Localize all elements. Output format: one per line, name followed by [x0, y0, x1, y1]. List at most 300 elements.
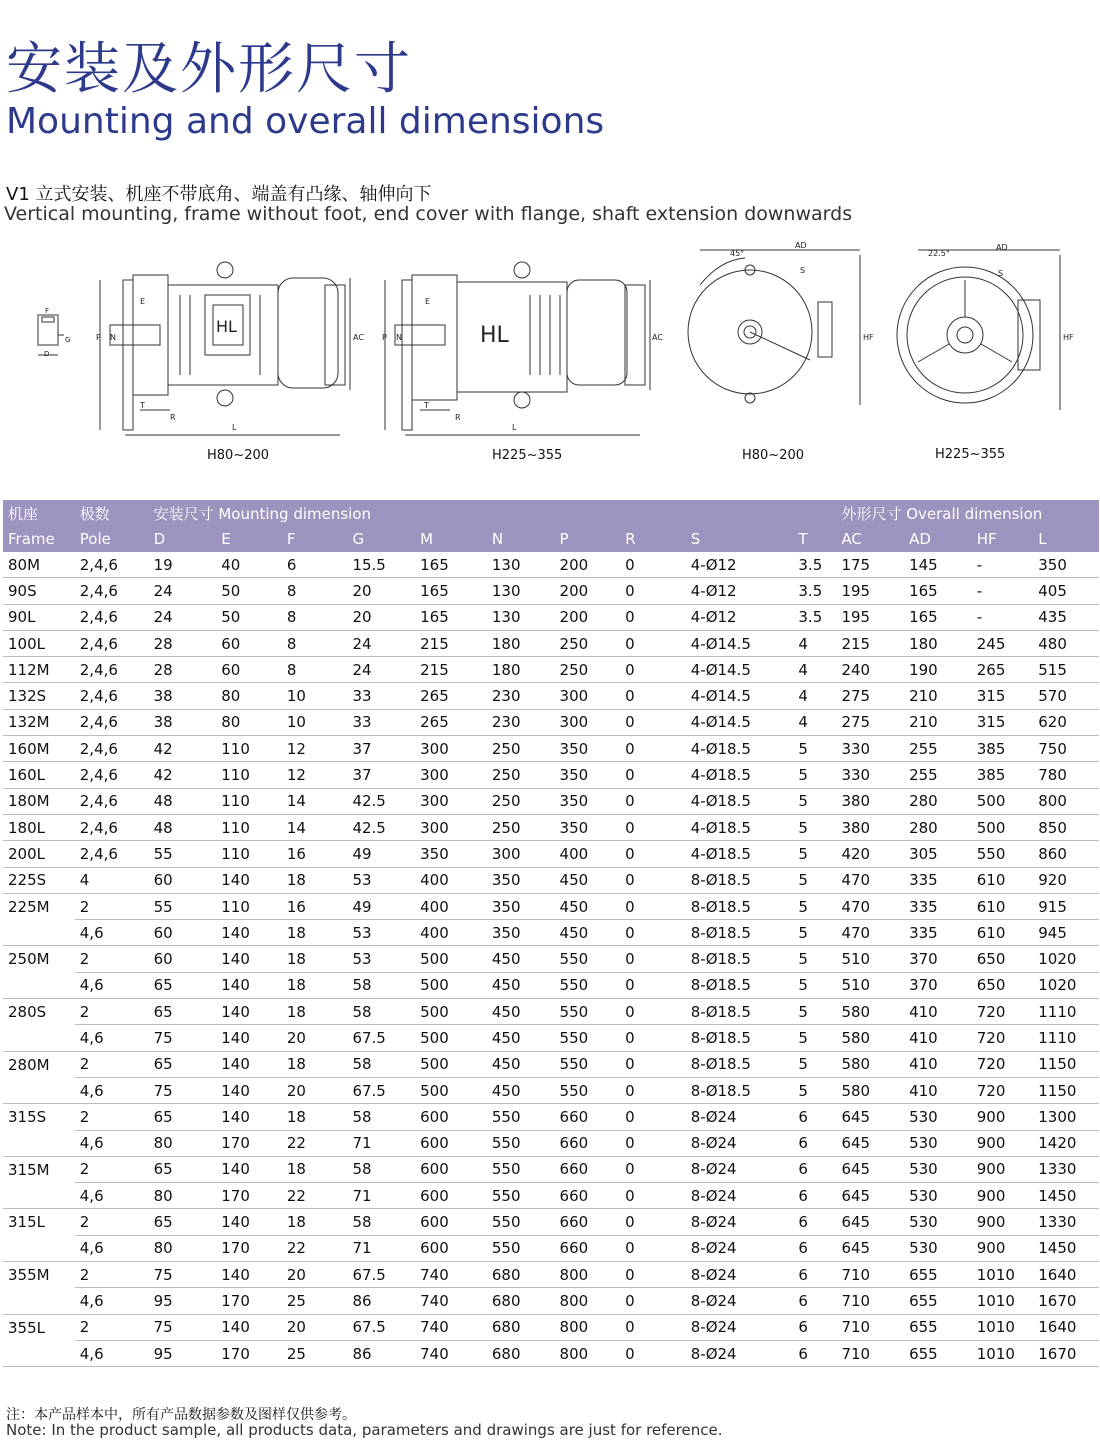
- cell-g: 71: [347, 1130, 415, 1156]
- cell-f: 8: [282, 630, 348, 656]
- cell-f: 25: [282, 1288, 348, 1314]
- label-p-2: P: [382, 333, 387, 342]
- cell-d: 55: [149, 841, 217, 867]
- cell-frame: [3, 920, 75, 946]
- cell-frame: 315S: [8, 1108, 47, 1127]
- cell-l: 435: [1033, 604, 1099, 630]
- cell-frame: 315L: [8, 1213, 45, 1232]
- cell-e: 80: [216, 709, 282, 735]
- cell-frame: [3, 1288, 75, 1314]
- cell-m: 165: [415, 552, 487, 578]
- cell-m: 350: [415, 841, 487, 867]
- cell-ac: 195: [836, 578, 904, 604]
- cell-hf: 1010: [972, 1340, 1034, 1366]
- cell-e: 110: [216, 762, 282, 788]
- cell-g: 24: [347, 630, 415, 656]
- cell-hf: 610: [972, 920, 1034, 946]
- drawing-caption-3: H80~200: [742, 448, 805, 463]
- cell-ad: 410: [904, 999, 972, 1025]
- column-header-l: L: [1033, 526, 1099, 552]
- label-d: D: [44, 350, 50, 358]
- cell-pole: 4,6: [75, 920, 149, 946]
- cell-m: 600: [415, 1235, 487, 1261]
- cell-l: 800: [1033, 788, 1099, 814]
- cell-ac: 195: [836, 604, 904, 630]
- cell-ac: 580: [836, 1051, 904, 1077]
- cell-m: 740: [415, 1340, 487, 1366]
- cell-s: 8-Ø24: [686, 1340, 794, 1366]
- cell-g: 58: [347, 1156, 415, 1182]
- cell-n: 450: [487, 972, 555, 998]
- cell-m: 215: [415, 630, 487, 656]
- cell-r: 0: [620, 920, 686, 946]
- table-row: [3, 1051, 1099, 1077]
- cell-hf: 500: [972, 814, 1034, 840]
- cell-d: 24: [149, 578, 217, 604]
- cell-d: 60: [149, 867, 217, 893]
- cell-f: 10: [282, 709, 348, 735]
- cell-s: 8-Ø24: [686, 1288, 794, 1314]
- subtitle-en: Vertical mounting, frame without foot, end cover with flange, shaft extension downwards: [4, 203, 853, 225]
- cell-r: 0: [620, 972, 686, 998]
- table-row: [3, 630, 1099, 656]
- cell-r: 0: [620, 946, 686, 972]
- cell-r: 0: [620, 1130, 686, 1156]
- table-row: [3, 788, 1099, 814]
- cell-e: 140: [216, 1077, 282, 1103]
- cell-frame: 132S: [3, 683, 75, 709]
- cell-n: 350: [487, 920, 555, 946]
- cell-ad: 280: [904, 814, 972, 840]
- cell-d: 48: [149, 788, 217, 814]
- cell-g: 33: [347, 683, 415, 709]
- shaft-key-detail: [38, 315, 64, 355]
- cell-n: 680: [487, 1288, 555, 1314]
- cell-s: 4-Ø14.5: [686, 657, 794, 683]
- cell-hf: 1010: [972, 1314, 1034, 1340]
- cell-p: 660: [555, 1130, 621, 1156]
- cell-hf: 315: [972, 683, 1034, 709]
- cell-m: 600: [415, 1183, 487, 1209]
- cell-e: 80: [216, 683, 282, 709]
- label-e-1: E: [140, 297, 146, 306]
- cell-l: 1330: [1033, 1156, 1099, 1182]
- cell-hf: 720: [972, 1077, 1034, 1103]
- label-hf-2: HF: [1063, 333, 1074, 342]
- cell-g: 67.5: [347, 1314, 415, 1340]
- cell-g: 71: [347, 1235, 415, 1261]
- cell-p: 350: [555, 814, 621, 840]
- cell-t: 6: [793, 1262, 836, 1288]
- cell-m: 500: [415, 946, 487, 972]
- cell-hf: 245: [972, 630, 1034, 656]
- table-row: [3, 1156, 1099, 1182]
- cell-p: 660: [555, 1156, 621, 1182]
- cell-l: 1670: [1033, 1288, 1099, 1314]
- cell-ac: 710: [836, 1262, 904, 1288]
- table-row: [3, 1235, 1099, 1261]
- cell-e: 110: [216, 736, 282, 762]
- cell-d: 42: [149, 762, 217, 788]
- cell-hf: 900: [972, 1209, 1034, 1235]
- cell-n: 550: [487, 1235, 555, 1261]
- cell-d: 42: [149, 736, 217, 762]
- cell-g: 58: [347, 1051, 415, 1077]
- cell-ac: 420: [836, 841, 904, 867]
- note-cn: 注：本产品样本中，所有产品数据参数及图样仅供参考。: [6, 1407, 356, 1423]
- column-header-frame: Frame: [3, 526, 75, 552]
- cell-m: 600: [415, 1104, 487, 1130]
- cell-ac: 275: [836, 683, 904, 709]
- cell-hf: 550: [972, 841, 1034, 867]
- cell-m: 265: [415, 683, 487, 709]
- cell-p: 350: [555, 762, 621, 788]
- cell-e: 140: [216, 1209, 282, 1235]
- cell-r: 0: [620, 762, 686, 788]
- cell-pole: 4: [75, 867, 149, 893]
- cell-d: 75: [149, 1077, 217, 1103]
- cell-p: 550: [555, 972, 621, 998]
- cell-t: 3.5: [793, 604, 836, 630]
- cell-r: 0: [620, 867, 686, 893]
- cell-pole: 2: [75, 1156, 149, 1182]
- cell-p: 800: [555, 1340, 621, 1366]
- cell-frame: 225M: [8, 897, 50, 916]
- cell-f: 14: [282, 814, 348, 840]
- cell-f: 25: [282, 1340, 348, 1366]
- cell-n: 230: [487, 709, 555, 735]
- cell-m: 400: [415, 920, 487, 946]
- cell-r: 0: [620, 709, 686, 735]
- column-header-t: T: [793, 526, 836, 552]
- end-view-large-frame: [897, 250, 1060, 410]
- cell-g: 37: [347, 736, 415, 762]
- cell-t: 6: [793, 1209, 836, 1235]
- cell-n: 350: [487, 893, 555, 919]
- cell-p: 660: [555, 1235, 621, 1261]
- cell-e: 140: [216, 1156, 282, 1182]
- cell-l: 1110: [1033, 999, 1099, 1025]
- cell-t: 5: [793, 736, 836, 762]
- cell-l: 850: [1033, 814, 1099, 840]
- cell-l: 915: [1033, 893, 1099, 919]
- cell-ad: 655: [904, 1288, 972, 1314]
- cell-d: 60: [149, 920, 217, 946]
- cell-s: 8-Ø24: [686, 1104, 794, 1130]
- cell-d: 65: [149, 1104, 217, 1130]
- cell-p: 300: [555, 683, 621, 709]
- cell-s: 8-Ø24: [686, 1235, 794, 1261]
- cell-g: 58: [347, 1104, 415, 1130]
- cell-f: 18: [282, 1209, 348, 1235]
- cell-frame: 160L: [3, 762, 75, 788]
- header-overall-dimension: 外形尺寸 Overall dimension: [836, 500, 1099, 526]
- cell-pole: 2,4,6: [75, 762, 149, 788]
- cell-frame: 280M: [8, 1055, 50, 1074]
- cell-g: 67.5: [347, 1262, 415, 1288]
- cell-s: 8-Ø18.5: [686, 946, 794, 972]
- cell-f: 8: [282, 604, 348, 630]
- cell-l: 480: [1033, 630, 1099, 656]
- cell-g: 53: [347, 920, 415, 946]
- table-row: [3, 1130, 1099, 1156]
- cell-hf: 900: [972, 1130, 1034, 1156]
- cell-hf: 385: [972, 736, 1034, 762]
- cell-r: 0: [620, 657, 686, 683]
- table-header-cn: [3, 500, 1099, 526]
- cell-l: 780: [1033, 762, 1099, 788]
- cell-t: 5: [793, 972, 836, 998]
- cell-frame: 315M: [8, 1160, 50, 1179]
- label-e-2: E: [425, 297, 431, 306]
- cell-pole: 2: [75, 946, 149, 972]
- cell-ac: 330: [836, 736, 904, 762]
- cell-t: 5: [793, 999, 836, 1025]
- cell-hf: 900: [972, 1104, 1034, 1130]
- cell-l: 1420: [1033, 1130, 1099, 1156]
- cell-e: 140: [216, 1262, 282, 1288]
- cell-ac: 710: [836, 1288, 904, 1314]
- cell-r: 0: [620, 1156, 686, 1182]
- label-r-1: R: [170, 413, 176, 422]
- cell-hf: 265: [972, 657, 1034, 683]
- cell-f: 22: [282, 1235, 348, 1261]
- cell-hf: 650: [972, 946, 1034, 972]
- cell-ad: 335: [904, 867, 972, 893]
- cell-hf: 720: [972, 999, 1034, 1025]
- technical-drawings: [0, 240, 1100, 440]
- table-row: [3, 1262, 1099, 1288]
- table-row: [3, 972, 1099, 998]
- cell-g: 15.5: [347, 552, 415, 578]
- cell-ac: 645: [836, 1156, 904, 1182]
- cell-m: 740: [415, 1314, 487, 1340]
- cell-ad: 335: [904, 893, 972, 919]
- cell-m: 300: [415, 814, 487, 840]
- label-ad-1: AD: [795, 241, 807, 250]
- cell-frame: 200L: [3, 841, 75, 867]
- cell-g: 20: [347, 604, 415, 630]
- cell-ad: 370: [904, 946, 972, 972]
- cell-pole: 4,6: [75, 972, 149, 998]
- column-header-d: D: [149, 526, 217, 552]
- cell-pole: 2,4,6: [75, 657, 149, 683]
- cell-e: 170: [216, 1130, 282, 1156]
- cell-n: 250: [487, 762, 555, 788]
- cell-e: 170: [216, 1340, 282, 1366]
- cell-t: 6: [793, 1314, 836, 1340]
- cell-f: 18: [282, 1156, 348, 1182]
- cell-ad: 530: [904, 1130, 972, 1156]
- cell-n: 450: [487, 1051, 555, 1077]
- column-header-m: M: [415, 526, 487, 552]
- cell-d: 24: [149, 604, 217, 630]
- cell-r: 0: [620, 1314, 686, 1340]
- table-row: [3, 709, 1099, 735]
- cell-s: 8-Ø18.5: [686, 893, 794, 919]
- table-row: [3, 893, 1099, 919]
- cell-n: 180: [487, 657, 555, 683]
- cell-p: 350: [555, 736, 621, 762]
- cell-r: 0: [620, 1051, 686, 1077]
- cell-p: 400: [555, 841, 621, 867]
- cell-r: 0: [620, 1209, 686, 1235]
- cell-l: 945: [1033, 920, 1099, 946]
- cell-p: 800: [555, 1314, 621, 1340]
- cell-s: 4-Ø14.5: [686, 630, 794, 656]
- cell-pole: 2: [75, 1209, 149, 1235]
- cell-pole: 2,4,6: [75, 578, 149, 604]
- cell-r: 0: [620, 1104, 686, 1130]
- cell-hf: 720: [972, 1025, 1034, 1051]
- cell-s: 8-Ø18.5: [686, 972, 794, 998]
- cell-ad: 410: [904, 1025, 972, 1051]
- cell-p: 300: [555, 709, 621, 735]
- table-row: [3, 841, 1099, 867]
- cell-r: 0: [620, 578, 686, 604]
- cell-l: 1670: [1033, 1340, 1099, 1366]
- cell-l: 1640: [1033, 1314, 1099, 1340]
- label-r-2: R: [455, 413, 461, 422]
- cell-ad: 255: [904, 762, 972, 788]
- label-hl-1: HL: [216, 317, 237, 336]
- cell-p: 450: [555, 893, 621, 919]
- cell-frame: [3, 1077, 75, 1103]
- table-row: [3, 683, 1099, 709]
- cell-n: 250: [487, 736, 555, 762]
- cell-ac: 645: [836, 1104, 904, 1130]
- cell-d: 28: [149, 657, 217, 683]
- cell-s: 4-Ø18.5: [686, 841, 794, 867]
- cell-ac: 215: [836, 630, 904, 656]
- cell-ad: 530: [904, 1183, 972, 1209]
- cell-ad: 530: [904, 1104, 972, 1130]
- cell-hf: -: [972, 552, 1034, 578]
- cell-n: 550: [487, 1130, 555, 1156]
- cell-frame: 90L: [3, 604, 75, 630]
- cell-ad: 655: [904, 1340, 972, 1366]
- cell-pole: 2: [75, 1051, 149, 1077]
- table-row: [3, 1314, 1099, 1340]
- cell-l: 405: [1033, 578, 1099, 604]
- cell-t: 5: [793, 946, 836, 972]
- cell-m: 500: [415, 1077, 487, 1103]
- cell-g: 37: [347, 762, 415, 788]
- table-row: [3, 578, 1099, 604]
- header-mounting-dimension: 安装尺寸 Mounting dimension: [149, 500, 794, 526]
- cell-pole: 4,6: [75, 1340, 149, 1366]
- cell-n: 250: [487, 814, 555, 840]
- cell-pole: 4,6: [75, 1288, 149, 1314]
- cell-f: 18: [282, 1051, 348, 1077]
- table-row: [3, 1077, 1099, 1103]
- cell-p: 550: [555, 999, 621, 1025]
- cell-d: 95: [149, 1340, 217, 1366]
- cell-pole: 2,4,6: [75, 683, 149, 709]
- cell-f: 18: [282, 1104, 348, 1130]
- cell-l: 750: [1033, 736, 1099, 762]
- cell-d: 65: [149, 1209, 217, 1235]
- cell-t: 5: [793, 841, 836, 867]
- cell-n: 550: [487, 1156, 555, 1182]
- column-header-ad: AD: [904, 526, 972, 552]
- cell-m: 600: [415, 1130, 487, 1156]
- cell-hf: 610: [972, 893, 1034, 919]
- table-row: [3, 1340, 1099, 1366]
- cell-s: 8-Ø24: [686, 1209, 794, 1235]
- label-n-2: N: [396, 333, 402, 342]
- label-g: G: [65, 336, 71, 344]
- cell-ad: 530: [904, 1235, 972, 1261]
- cell-ac: 645: [836, 1235, 904, 1261]
- cell-s: 4-Ø12: [686, 552, 794, 578]
- cell-l: 515: [1033, 657, 1099, 683]
- cell-d: 19: [149, 552, 217, 578]
- table-row: [3, 762, 1099, 788]
- cell-hf: 900: [972, 1156, 1034, 1182]
- cell-p: 550: [555, 1025, 621, 1051]
- cell-e: 110: [216, 788, 282, 814]
- cell-hf: 900: [972, 1235, 1034, 1261]
- header-empty: [793, 500, 836, 526]
- cell-ac: 510: [836, 946, 904, 972]
- cell-r: 0: [620, 1077, 686, 1103]
- table-row: [3, 1209, 1099, 1235]
- cell-t: 6: [793, 1130, 836, 1156]
- cell-e: 170: [216, 1235, 282, 1261]
- cell-l: 1020: [1033, 972, 1099, 998]
- cell-p: 450: [555, 867, 621, 893]
- label-p-1: P: [96, 333, 101, 342]
- cell-f: 20: [282, 1314, 348, 1340]
- cell-ad: 210: [904, 683, 972, 709]
- cell-s: 4-Ø12: [686, 578, 794, 604]
- cell-s: 8-Ø18.5: [686, 1025, 794, 1051]
- cell-m: 500: [415, 1051, 487, 1077]
- cell-r: 0: [620, 1262, 686, 1288]
- drawing-caption-1: H80~200: [207, 448, 270, 463]
- cell-d: 60: [149, 946, 217, 972]
- cell-g: 53: [347, 946, 415, 972]
- cell-ad: 530: [904, 1156, 972, 1182]
- label-ad-2: AD: [996, 243, 1008, 252]
- cell-n: 680: [487, 1262, 555, 1288]
- cell-hf: 315: [972, 709, 1034, 735]
- cell-ad: 180: [904, 630, 972, 656]
- cell-l: 860: [1033, 841, 1099, 867]
- cell-p: 250: [555, 630, 621, 656]
- cell-g: 49: [347, 893, 415, 919]
- cell-m: 740: [415, 1288, 487, 1314]
- cell-s: 4-Ø12: [686, 604, 794, 630]
- cell-l: 350: [1033, 552, 1099, 578]
- label-n-1: N: [110, 333, 116, 342]
- cell-m: 400: [415, 893, 487, 919]
- cell-frame: 250M: [8, 950, 50, 969]
- cell-ad: 255: [904, 736, 972, 762]
- table-row: [3, 1288, 1099, 1314]
- cell-g: 71: [347, 1183, 415, 1209]
- cell-n: 550: [487, 1183, 555, 1209]
- cell-frame: 132M: [3, 709, 75, 735]
- page-title-en: Mounting and overall dimensions: [6, 101, 605, 142]
- cell-s: 4-Ø18.5: [686, 814, 794, 840]
- cell-frame: [3, 1025, 75, 1051]
- cell-ad: 655: [904, 1314, 972, 1340]
- cell-t: 5: [793, 814, 836, 840]
- cell-p: 660: [555, 1183, 621, 1209]
- dimension-table: [3, 500, 1099, 1367]
